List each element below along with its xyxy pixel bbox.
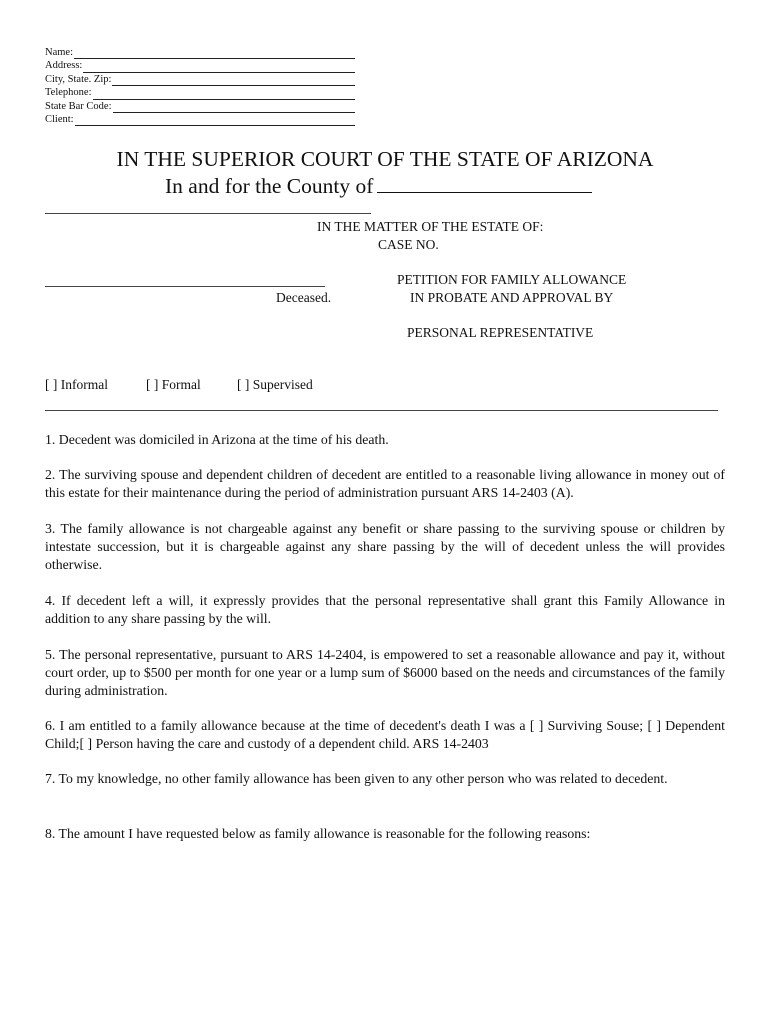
client-field-row[interactable] bbox=[45, 113, 355, 126]
state-bar-code-line[interactable] bbox=[113, 102, 356, 113]
city-state-zip-label: City, State. Zip: bbox=[45, 73, 112, 85]
petition-title-line-1: PETITION FOR FAMILY ALLOWANCE bbox=[397, 272, 627, 287]
address-field-row[interactable] bbox=[45, 59, 355, 72]
informal-checkbox[interactable]: [ ] Informal bbox=[45, 377, 108, 392]
supervised-checkbox[interactable]: [ ] Supervised bbox=[237, 377, 313, 392]
petition-title-line-3: PERSONAL REPRESENTATIVE bbox=[407, 325, 594, 340]
section-divider bbox=[45, 410, 718, 411]
paragraph-2: 2. The surviving spouse and dependent children of decedent are entitled to a reasonable living allowance in money out of this estate for their maintenance during the period of administration pursuant ARS 14-2403 (A). bbox=[45, 467, 725, 500]
deceased-label: Deceased. bbox=[276, 290, 332, 305]
paragraph-1: 1. Decedent was domiciled in Arizona at the time of his death. bbox=[45, 432, 389, 447]
county-prefix: In and for the County of bbox=[165, 174, 374, 198]
paragraph-3: 3. The family allowance is not chargeable against any benefit or share passing to the surviving spouse or children by intestate succession, but it is chargeable against any share passing by the will of decedent unless the will provides otherwise. bbox=[45, 521, 725, 572]
address-label: Address: bbox=[45, 60, 83, 72]
estate-name-line[interactable] bbox=[45, 213, 371, 214]
paragraph-4: 4. If decedent left a will, it expressly provides that the personal representative shall grant this Family Allowance in addition to any share passing by the will. bbox=[45, 593, 725, 626]
client-line[interactable] bbox=[75, 115, 355, 126]
petition-title-line-2: IN PROBATE AND APPROVAL BY bbox=[410, 290, 614, 305]
name-label: Name: bbox=[45, 47, 73, 58]
city-state-zip-field-row[interactable] bbox=[45, 73, 355, 86]
city-state-zip-line[interactable] bbox=[112, 75, 355, 86]
formal-checkbox[interactable]: [ ] Formal bbox=[146, 377, 201, 392]
telephone-label: Telephone: bbox=[45, 87, 92, 99]
state-bar-code-field-row[interactable] bbox=[45, 100, 355, 113]
paragraph-8: 8. The amount I have requested below as family allowance is reasonable for the following reasons: bbox=[45, 826, 591, 841]
case-number-label: CASE NO. bbox=[378, 237, 439, 252]
address-line[interactable] bbox=[83, 62, 355, 73]
client-label: Client: bbox=[45, 114, 74, 126]
county-blank-line[interactable] bbox=[377, 174, 592, 193]
county-heading bbox=[165, 174, 592, 199]
name-field-row[interactable] bbox=[45, 46, 355, 59]
paragraph-7: 7. To my knowledge, no other family allowance has been given to any other person who was related to decedent. bbox=[45, 771, 668, 786]
decedent-name-line[interactable] bbox=[45, 286, 325, 287]
paragraph-6: 6. I am entitled to a family allowance because at the time of decedent's death I was a [ ] Surviving Souse; [ ] Dependent Child;[ ] Person having the care and custody of a dependent child. ARS 14-2403 bbox=[45, 718, 725, 751]
telephone-field-row[interactable] bbox=[45, 86, 355, 99]
attorney-info-block bbox=[45, 46, 355, 126]
court-heading: IN THE SUPERIOR COURT OF THE STATE OF ARIZONA bbox=[116, 147, 654, 171]
paragraph-5: 5. The personal representative, pursuant to ARS 14-2404, is empowered to set a reasonable allowance and pay it, without court order, up to $500 per month for one year or a lump sum of $6000 based on the needs and circumstances of the family during administration. bbox=[45, 647, 725, 698]
name-line[interactable] bbox=[74, 48, 355, 59]
matter-of-estate-label: IN THE MATTER OF THE ESTATE OF: bbox=[317, 219, 544, 234]
telephone-line[interactable] bbox=[93, 89, 356, 100]
state-bar-code-label: State Bar Code: bbox=[45, 100, 112, 112]
